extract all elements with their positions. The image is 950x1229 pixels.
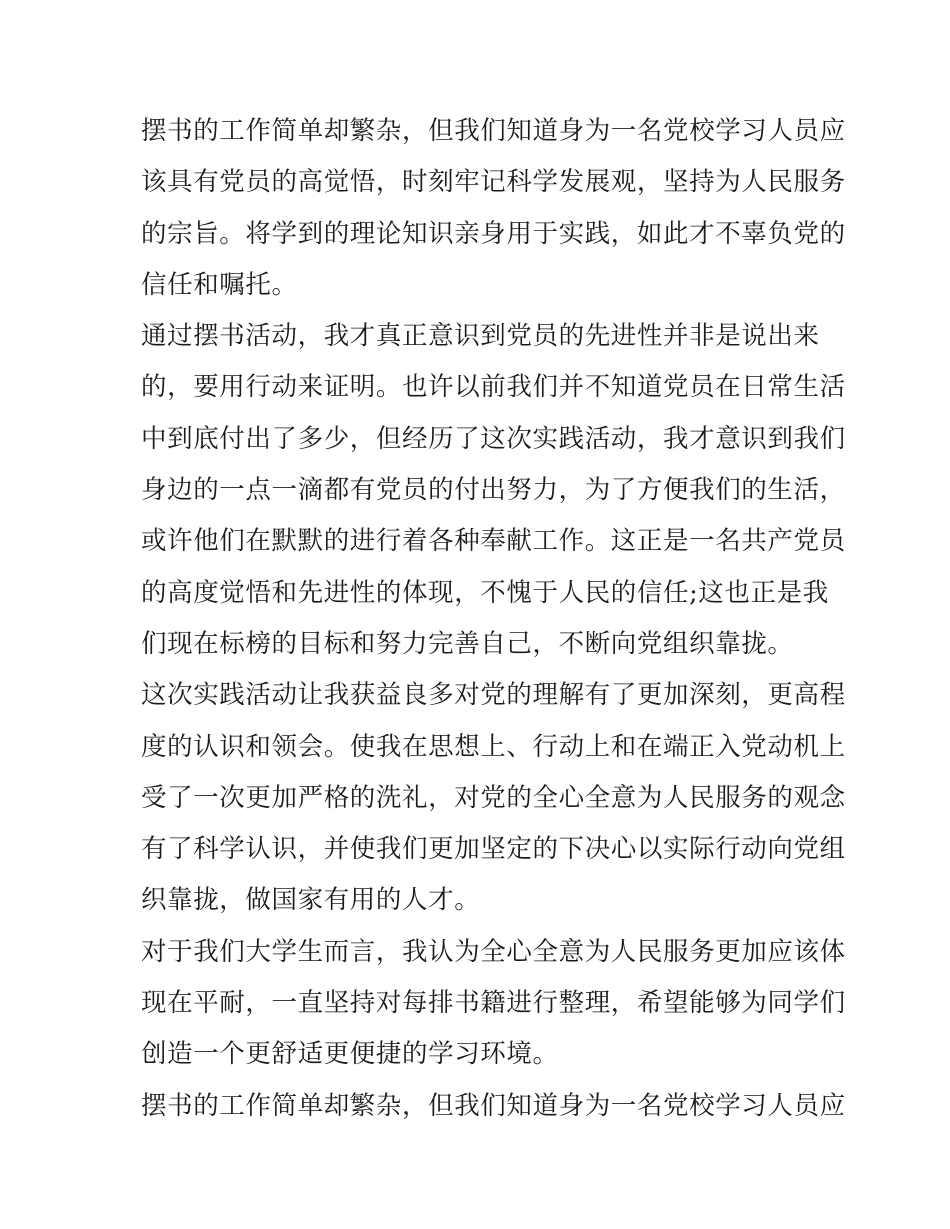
text-line: 的宗旨。将学到的理论知识亲身用于实践，如此才不辜负党的 — [141, 218, 846, 249]
text-line: 或许他们在默默的进行着各种奉献工作。这正是一名共产党员 — [141, 526, 846, 557]
text-line: 度的认识和领会。使我在思想上、行动上和在端正入党动机上 — [141, 731, 846, 762]
text-line: 创造一个更舒适更便捷的学习环境。 — [141, 1039, 559, 1070]
text-line: 通过摆书活动，我才真正意识到党员的先进性并非是说出来 — [141, 321, 820, 352]
text-line: 现在平耐，一直坚持对每排书籍进行整理，希望能够为同学们 — [141, 988, 846, 1019]
text-line: 这次实践活动让我获益良多对党的理解有了更加深刻，更高程 — [141, 680, 846, 711]
text-line: 中到底付出了多少，但经历了这次实践活动，我才意识到我们 — [141, 423, 846, 454]
text-line: 们现在标榜的目标和努力完善自己，不断向党组织靠拢。 — [141, 628, 794, 659]
text-line: 织靠拢，做国家有用的人才。 — [141, 885, 481, 916]
text-line: 摆书的工作简单却繁杂，但我们知道身为一名党校学习人员应 — [141, 116, 846, 146]
text-line: 摆书的工作简单却繁杂，但我们知道身为一名党校学习人员应 — [141, 1090, 846, 1121]
text-line: 对于我们大学生而言，我认为全心全意为人民服务更加应该体 — [141, 936, 846, 967]
text-line: 信任和嘱托。 — [141, 269, 298, 300]
text-line: 有了科学认识，并使我们更加坚定的下决心以实际行动向党组 — [141, 834, 846, 865]
text-line: 该具有党员的高觉悟，时刻牢记科学发展观，坚持为人民服务 — [141, 167, 846, 198]
text-line: 身边的一点一滴都有党员的付出努力，为了方便我们的生活， — [141, 475, 846, 506]
text-line: 受了一次更加严格的洗礼，对党的全心全意为人民服务的观念 — [141, 782, 846, 813]
text-line: 的高度觉悟和先进性的体现，不愧于人民的信任;这也正是我 — [141, 577, 829, 608]
text-line: 的，要用行动来证明。也许以前我们并不知道党员在日常生活 — [141, 372, 846, 403]
